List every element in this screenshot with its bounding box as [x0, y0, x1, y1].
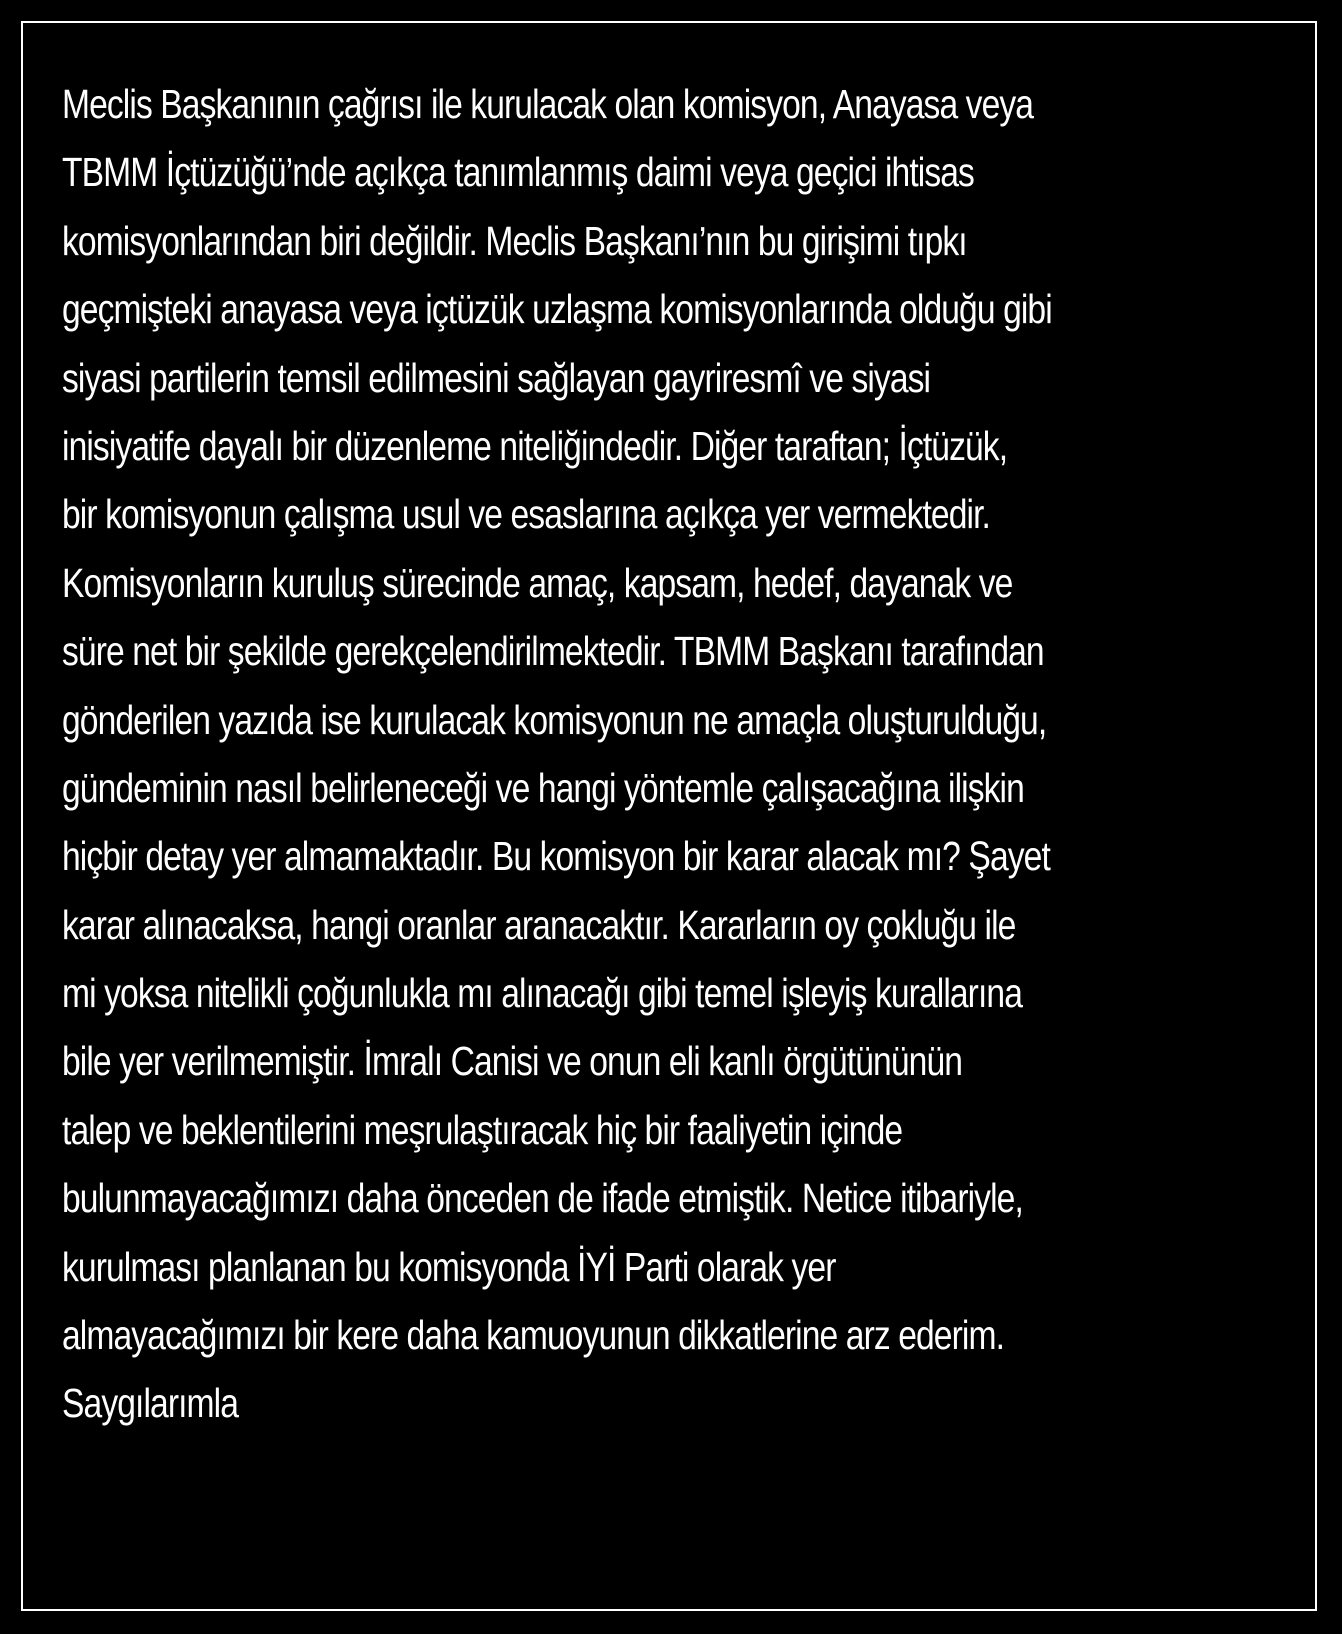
statement-line-4: geçmişteki anayasa veya içtüzük uzlaşma komisyonlarında olduğu gibi — [62, 286, 1052, 333]
statement-line-9: süre net bir şekilde gerekçelendirilmektedir. TBMM Başkanı tarafından — [62, 628, 1044, 675]
statement-line-19: almayacağımızı bir kere daha kamuoyunun dikkatlerine arz ederim. — [62, 1312, 1005, 1359]
statement-closing: Saygılarımla — [62, 1380, 239, 1427]
statement-line-6: inisiyatife dayalı bir düzenleme niteliğindedir. Diğer taraftan; İçtüzük, — [62, 422, 1008, 469]
statement-line-14: mi yoksa nitelikli çoğunlukla mı alınacağı gibi temel işleyiş kurallarına — [62, 970, 1023, 1017]
statement-line-3: komisyonlarından biri değildir. Meclis Başkanı’nın bu girişimi tıpkı — [62, 217, 967, 264]
statement-line-12: hiçbir detay yer almamaktadır. Bu komisyon bir karar alacak mı? Şayet — [62, 833, 1050, 880]
statement-line-18: kurulması planlanan bu komisyonda İYİ Parti olarak yer — [62, 1243, 836, 1290]
statement-line-5: siyasi partilerin temsil edilmesini sağlayan gayriresmî ve siyasi — [62, 354, 931, 401]
statement-line-16: talep ve beklentilerini meşrulaştıracak hiç bir faaliyetin içinde — [62, 1106, 903, 1153]
statement-line-8: Komisyonların kuruluş sürecinde amaç, kapsam, hedef, dayanak ve — [62, 559, 1013, 606]
statement-line-1: Meclis Başkanının çağrısı ile kurulacak olan komisyon, Anayasa veya — [62, 81, 1034, 127]
statement-line-17: bulunmayacağımızı daha önceden de ifade etmiştik. Netice itibariyle, — [62, 1175, 1023, 1222]
statement-line-7: bir komisyonun çalışma usul ve esaslarına açıkça yer vermektedir. — [62, 491, 990, 538]
statement-line-11: gündeminin nasıl belirleneceği ve hangi yöntemle çalışacağına ilişkin — [62, 764, 1024, 811]
statement-line-10: gönderilen yazıda ise kurulacak komisyonun ne amaçla oluşturulduğu, — [62, 696, 1047, 743]
statement-line-2: TBMM İçtüzüğü’nde açıkça tanımlanmış daimi veya geçici ihtisas — [62, 149, 974, 196]
statement-line-15: bile yer verilmemiştir. İmralı Canisi ve onun eli kanlı örgütününün — [62, 1038, 963, 1085]
statement-text-block — [62, 70, 1312, 1438]
statement-line-13: karar alınacaksa, hangi oranlar aranacaktır. Kararların oy çokluğu ile — [62, 901, 1016, 948]
